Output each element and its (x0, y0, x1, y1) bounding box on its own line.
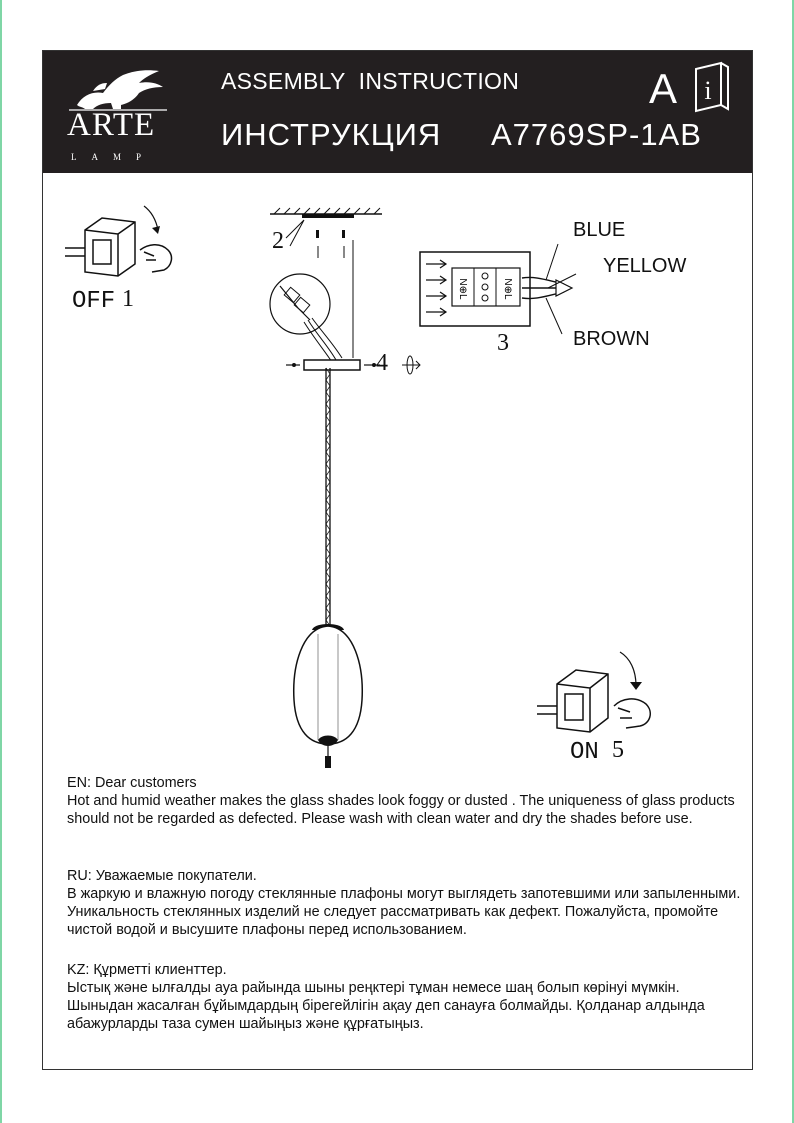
svg-text:N⊕L: N⊕L (502, 278, 513, 300)
note-en (67, 774, 747, 828)
ceiling-mount-icon (266, 206, 386, 266)
wire-label-yellow: YELLOW (603, 255, 687, 277)
brand-subtitle: LAMP (71, 152, 157, 162)
note-en-title: EN: Dear customers (67, 775, 197, 791)
canopy-icon (282, 354, 422, 384)
page-edge-left (0, 0, 2, 1123)
model-number: A7769SP-1AB (491, 117, 702, 152)
step5-label: ON (570, 739, 599, 766)
info-book-icon (693, 61, 731, 113)
suspension-cord-icon (322, 368, 334, 628)
note-en-body: Hot and humid weather makes the glass shades look foggy or dusted . The uniqueness of glass products should not be regarded as defected. Please wash with clean water and dry the shades before use. (67, 793, 735, 827)
hanging-wire-icon (348, 240, 358, 360)
step1-number: 1 (122, 286, 134, 312)
step1-label: OFF (72, 288, 116, 315)
language-letter: A (649, 65, 678, 112)
brand-name: ARTE (67, 107, 156, 143)
step5-number: 5 (612, 737, 624, 763)
note-kz (67, 961, 747, 1033)
step2-number: 2 (272, 228, 284, 254)
note-kz-body: Ыстық және ылғалды ауа райында шыны реңктері тұман немесе шаң болып көрінуі мүмкін. Шыныдан жасалған бұйымдардың бірегейлігін ақау деп санауға болмайды. Қолданар алдында абажурларды таза сумен шайыңыз және құрғатыңыз. (67, 980, 705, 1032)
step3-number: 3 (497, 330, 509, 356)
header-bar (43, 51, 752, 173)
glass-shade-icon (288, 616, 368, 776)
wall-switch-on-icon (532, 648, 672, 738)
title-ru: ИНСТРУКЦИЯ (221, 117, 442, 152)
wire-label-blue: BLUE (573, 219, 626, 241)
note-ru-title: RU: Уважаемые покупатели. (67, 868, 257, 884)
note-kz-title: KZ: Құрметті клиенттер. (67, 962, 227, 978)
svg-text:N⊕L: N⊕L (457, 278, 468, 300)
note-ru (67, 867, 747, 939)
terminal-block-icon (416, 244, 576, 334)
note-ru-body: В жаркую и влажную погоду стеклянные плафоны могут выглядеть запотевшими или запыленными. Уникальность стеклянных изделий не следует рассматривать как дефект. Пожалуйста, промойте чистой водой и высушите плафоны перед использованием. (67, 886, 741, 938)
title-en: ASSEMBLY INSTRUCTION (221, 68, 520, 94)
step4-number: 4 (376, 350, 388, 376)
wire-label-brown: BROWN (573, 328, 650, 350)
svg-text:i: i (704, 76, 712, 105)
wall-switch-off-icon (60, 200, 190, 280)
